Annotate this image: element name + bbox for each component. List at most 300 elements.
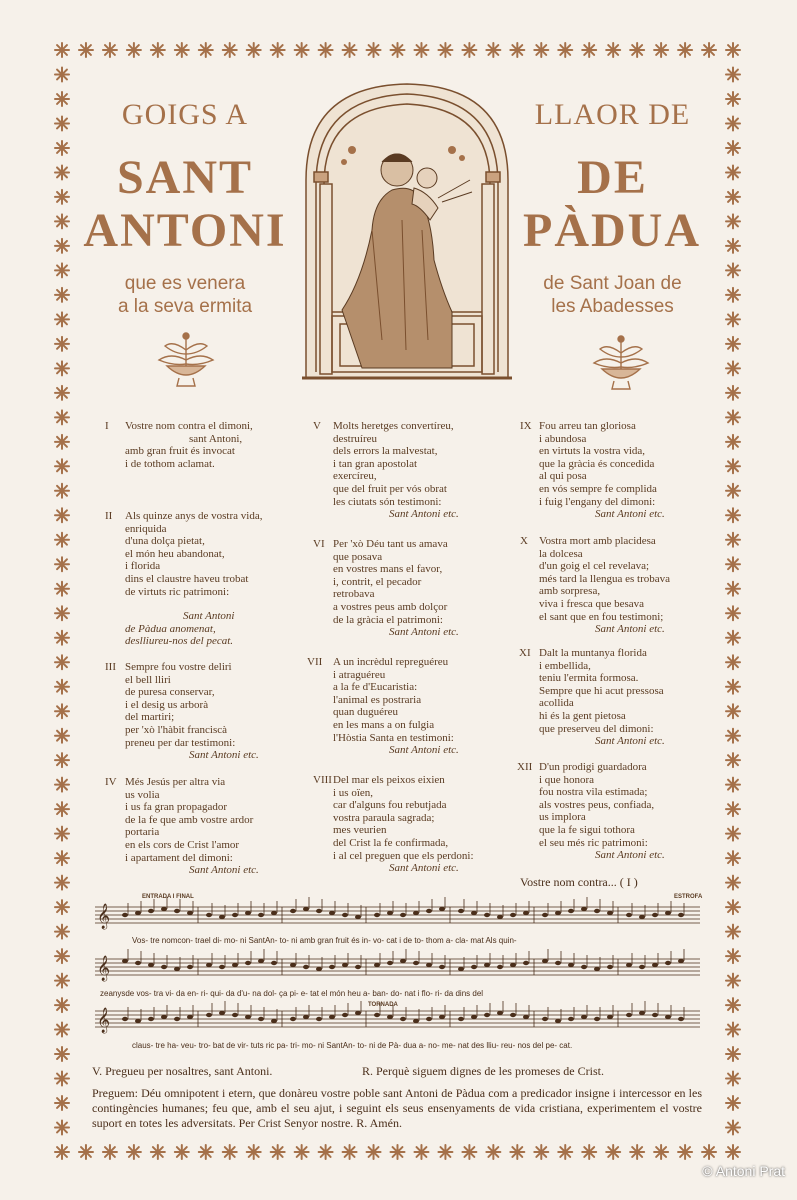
music-note-icon bbox=[471, 965, 477, 969]
asterisk-ornament-icon bbox=[175, 1145, 189, 1159]
asterisk-ornament-icon bbox=[55, 704, 69, 718]
refrain-tail: Sant Antoni etc. bbox=[189, 864, 259, 877]
refrain-tail: Sant Antoni etc. bbox=[595, 849, 665, 862]
music-note-icon bbox=[342, 963, 348, 967]
verse-line: de puresa conservar, bbox=[125, 686, 215, 699]
music-note-icon bbox=[665, 1015, 671, 1019]
asterisk-ornament-icon bbox=[79, 43, 93, 57]
asterisk-ornament-icon bbox=[726, 214, 740, 228]
music-note-icon bbox=[400, 959, 406, 963]
music-note-icon bbox=[568, 909, 574, 913]
verse-line: en els cors de Crist l'amor bbox=[125, 838, 240, 851]
music-note-icon bbox=[219, 1011, 225, 1015]
verse-line: amb gran fruit és invocat bbox=[125, 445, 235, 458]
verse-9 bbox=[520, 420, 665, 521]
music-note-icon bbox=[161, 1015, 167, 1019]
asterisk-ornament-icon bbox=[654, 43, 668, 57]
asterisk-ornament-icon bbox=[510, 43, 524, 57]
music-note-icon bbox=[568, 963, 574, 967]
music-note-icon bbox=[555, 961, 561, 965]
asterisk-ornament-icon bbox=[247, 1145, 261, 1159]
asterisk-ornament-icon bbox=[726, 43, 740, 57]
refrain-tail: Sant Antoni etc. bbox=[389, 508, 459, 521]
heading-goigs-a: GOIGS A bbox=[121, 98, 249, 131]
asterisk-ornament-icon bbox=[726, 631, 740, 645]
asterisk-ornament-icon bbox=[726, 337, 740, 351]
verse-number: VI bbox=[313, 538, 325, 550]
verse-line: Més Jesús per altra via bbox=[125, 776, 226, 788]
asterisk-ornament-icon bbox=[726, 288, 740, 302]
verse-line: que posava bbox=[333, 550, 383, 563]
asterisk-ornament-icon bbox=[55, 43, 69, 57]
asterisk-ornament-icon bbox=[726, 410, 740, 424]
asterisk-ornament-icon bbox=[606, 43, 620, 57]
asterisk-ornament-icon bbox=[343, 1145, 357, 1159]
music-note-icon bbox=[258, 913, 264, 917]
verse-line: el món heu abandonat, bbox=[125, 547, 225, 560]
prayer-text: Preguem: Déu omnipotent i etern, que donàreu vostre poble sant Antoni de Pàdua com a predicador insigne i intercessor en les contingències humanes; feu que, amb el seu ajut, i seguint els seus ensenyaments de vida cristiana, experimentem el vostre suport en totes les adversitats. Per Crist Senyor nostre. R. Amén. bbox=[92, 1086, 702, 1130]
refrain-line: deslliureu-nos del pecat. bbox=[125, 635, 234, 648]
music-note-icon bbox=[232, 913, 238, 917]
verse-line: Vostra mort amb placidesa bbox=[539, 535, 656, 547]
refrain-tail: Sant Antoni etc. bbox=[389, 626, 459, 639]
asterisk-ornament-icon bbox=[55, 1121, 69, 1135]
asterisk-ornament-icon bbox=[151, 1145, 165, 1159]
verse-number: III bbox=[105, 661, 116, 673]
music-note-icon bbox=[148, 909, 154, 913]
asterisk-ornament-icon bbox=[55, 827, 69, 841]
verse-line: la dolcesa bbox=[539, 547, 583, 560]
music-note-icon bbox=[245, 1015, 251, 1019]
verse-line: enriquida bbox=[125, 522, 167, 535]
verse-line: us volia bbox=[125, 788, 160, 801]
music-note-icon bbox=[626, 963, 632, 967]
asterisk-ornament-icon bbox=[462, 1145, 476, 1159]
asterisk-ornament-icon bbox=[726, 557, 740, 571]
asterisk-ornament-icon bbox=[55, 239, 69, 253]
music-note-icon bbox=[374, 963, 380, 967]
asterisk-ornament-icon bbox=[726, 680, 740, 694]
verse-line: que del fruit per vós obrat bbox=[333, 482, 447, 495]
asterisk-ornament-icon bbox=[55, 459, 69, 473]
asterisk-ornament-icon bbox=[55, 67, 69, 81]
music-note-icon bbox=[510, 963, 516, 967]
asterisk-ornament-icon bbox=[343, 43, 357, 57]
asterisk-ornament-icon bbox=[55, 778, 69, 792]
music-lyrics-3: claus- tre ha- veu- tro- bat de vir- tuts ric pa- tri- mo- ni SantAn- to- ni de Pà- dua a- no- me- nat des lliu- reu- nos del pe- cat. bbox=[132, 1041, 573, 1050]
music-note-icon bbox=[206, 913, 212, 917]
music-note-icon bbox=[174, 967, 180, 971]
asterisk-ornament-icon bbox=[726, 239, 740, 253]
asterisk-ornament-icon bbox=[438, 43, 452, 57]
music-note-icon bbox=[594, 967, 600, 971]
verse-1 bbox=[105, 420, 253, 470]
flower-vase-icon bbox=[155, 330, 217, 388]
asterisk-ornament-icon bbox=[55, 631, 69, 645]
heading-llaor-de: LLAOR DE bbox=[534, 98, 691, 131]
asterisk-ornament-icon bbox=[582, 1145, 596, 1159]
asterisk-ornament-icon bbox=[55, 508, 69, 522]
asterisk-ornament-icon bbox=[726, 165, 740, 179]
asterisk-ornament-icon bbox=[55, 410, 69, 424]
heading-padua: PÀDUA bbox=[523, 204, 701, 257]
music-note-icon bbox=[174, 1017, 180, 1021]
asterisk-ornament-icon bbox=[726, 312, 740, 326]
music-note-icon bbox=[652, 963, 658, 967]
verse-line: en virtuts la vostra vida, bbox=[539, 445, 646, 458]
music-note-icon bbox=[387, 961, 393, 965]
asterisk-ornament-icon bbox=[391, 1145, 405, 1159]
asterisk-ornament-icon bbox=[726, 802, 740, 816]
verse-line: i al cel preguen que els perdoni: bbox=[333, 849, 474, 862]
music-note-icon bbox=[607, 965, 613, 969]
refrain-tail: Sant Antoni etc. bbox=[595, 735, 665, 748]
heading-de: DE bbox=[577, 151, 648, 204]
verse-line: Per 'xò Déu tant us amava bbox=[333, 538, 448, 550]
verse-line: al qui posa bbox=[539, 470, 587, 483]
music-note-icon bbox=[678, 959, 684, 963]
music-note-icon bbox=[329, 911, 335, 915]
music-note-icon bbox=[542, 959, 548, 963]
asterisk-ornament-icon bbox=[319, 1145, 333, 1159]
asterisk-ornament-icon bbox=[295, 1145, 309, 1159]
verse-line: A un incrèdul repreguéreu bbox=[333, 656, 449, 668]
music-lyrics-2: zeanysde vos- tra vi- da en- ri- qui- da d'u- na dol- ça pi- e- tat el món heu a- ban- do- nat i flo- ri- da dins del bbox=[100, 989, 484, 998]
music-note-icon bbox=[161, 907, 167, 911]
music-note-icon bbox=[316, 1017, 322, 1021]
verse-line: l'Hòstia Santa en testimoni: bbox=[333, 731, 454, 744]
asterisk-ornament-icon bbox=[726, 704, 740, 718]
verse-line: mes veurien bbox=[333, 824, 387, 837]
music-note-icon bbox=[607, 1015, 613, 1019]
music-staves bbox=[0, 895, 797, 1065]
music-note-icon bbox=[135, 961, 141, 965]
verse-line: dels errors la malvestat, bbox=[333, 445, 438, 458]
verse-line: quan duguéreu bbox=[333, 706, 399, 719]
asterisk-ornament-icon bbox=[55, 851, 69, 865]
verse-8 bbox=[313, 774, 474, 875]
music-note-icon bbox=[510, 913, 516, 917]
music-note-icon bbox=[122, 913, 128, 917]
music-note-icon bbox=[568, 1017, 574, 1021]
asterisk-ornament-icon bbox=[726, 1121, 740, 1135]
verse-line: exercíreu, bbox=[333, 470, 377, 483]
music-note-icon bbox=[542, 1017, 548, 1021]
asterisk-ornament-icon bbox=[55, 312, 69, 326]
asterisk-ornament-icon bbox=[223, 1145, 237, 1159]
music-note-icon bbox=[355, 915, 361, 919]
asterisk-ornament-icon bbox=[726, 851, 740, 865]
music-note-icon bbox=[258, 1017, 264, 1021]
asterisk-ornament-icon bbox=[486, 43, 500, 57]
music-note-icon bbox=[122, 1017, 128, 1021]
music-note-icon bbox=[271, 1019, 277, 1023]
verse-line: acollida bbox=[539, 697, 574, 710]
verse-4 bbox=[105, 776, 259, 877]
music-note-icon bbox=[290, 909, 296, 913]
verse-line: el sant que en fou testimoni; bbox=[539, 610, 664, 623]
music-note-icon bbox=[355, 965, 361, 969]
asterisk-ornament-icon bbox=[55, 386, 69, 400]
subtitle-right-line2: les Abadesses bbox=[551, 296, 674, 317]
music-note-icon bbox=[652, 913, 658, 917]
asterisk-ornament-icon bbox=[726, 1096, 740, 1110]
asterisk-ornament-icon bbox=[55, 435, 69, 449]
music-note-icon bbox=[174, 909, 180, 913]
asterisk-ornament-icon bbox=[247, 43, 261, 57]
music-note-icon bbox=[652, 1013, 658, 1017]
asterisk-ornament-icon bbox=[55, 680, 69, 694]
asterisk-ornament-icon bbox=[726, 778, 740, 792]
asterisk-ornament-icon bbox=[726, 533, 740, 547]
music-note-icon bbox=[626, 1013, 632, 1017]
music-note-icon bbox=[232, 963, 238, 967]
verse-line: que la gràcia és concedida bbox=[539, 457, 655, 470]
verse-2 bbox=[105, 510, 263, 648]
verse-line: que la fe sigui tothora bbox=[539, 823, 635, 836]
verse-12 bbox=[517, 761, 665, 862]
asterisk-ornament-icon bbox=[678, 43, 692, 57]
music-note-icon bbox=[187, 911, 193, 915]
music-note-icon bbox=[439, 965, 445, 969]
asterisk-ornament-icon bbox=[367, 1145, 381, 1159]
verse-line: del martiri; bbox=[125, 711, 175, 724]
verse-line: i tan gran apostolat bbox=[333, 457, 418, 470]
asterisk-ornament-icon bbox=[726, 753, 740, 767]
music-note-icon bbox=[639, 1011, 645, 1015]
music-note-icon bbox=[581, 907, 587, 911]
music-note-icon bbox=[413, 911, 419, 915]
asterisk-ornament-icon bbox=[55, 1096, 69, 1110]
verse-number: IX bbox=[520, 420, 532, 432]
verse-10 bbox=[520, 535, 671, 636]
verse-line: Vostre nom contra el dimoni, bbox=[125, 420, 253, 432]
subtitle-left-line2: a la seva ermita bbox=[117, 296, 253, 317]
music-note-icon bbox=[329, 965, 335, 969]
asterisk-ornament-icon bbox=[726, 582, 740, 596]
asterisk-ornament-icon bbox=[271, 1145, 285, 1159]
treble-clef-icon: 𝄞 bbox=[97, 904, 111, 929]
asterisk-ornament-icon bbox=[55, 263, 69, 277]
asterisk-ornament-icon bbox=[103, 43, 117, 57]
verse-line: hi és la gent pietosa bbox=[539, 709, 626, 722]
treble-clef-icon: 𝄞 bbox=[97, 956, 111, 981]
verse-line: i embellida, bbox=[539, 659, 591, 672]
asterisk-ornament-icon bbox=[55, 1145, 69, 1159]
asterisk-ornament-icon bbox=[55, 557, 69, 571]
asterisk-ornament-icon bbox=[79, 1145, 93, 1159]
music-note-icon bbox=[206, 963, 212, 967]
asterisk-ornament-icon bbox=[510, 1145, 524, 1159]
music-note-icon bbox=[523, 961, 529, 965]
asterisk-ornament-icon bbox=[55, 337, 69, 351]
music-note-icon bbox=[219, 965, 225, 969]
verse-line: en vós sempre fe complida bbox=[539, 482, 657, 495]
asterisk-ornament-icon bbox=[606, 1145, 620, 1159]
response: R. Perquè siguem dignes de les promeses de Crist. bbox=[362, 1064, 604, 1078]
asterisk-ornament-icon bbox=[55, 729, 69, 743]
verse-line: i, contrit, el pecador bbox=[333, 575, 422, 588]
subtitle-left bbox=[95, 272, 275, 318]
music-note-icon bbox=[439, 1015, 445, 1019]
music-note-icon bbox=[542, 913, 548, 917]
verse-line: per 'xò l'hàbit franciscà bbox=[125, 723, 228, 736]
asterisk-ornament-icon bbox=[726, 67, 740, 81]
music-label-estrofa: ESTROFA bbox=[674, 894, 703, 900]
music-note-icon bbox=[484, 1013, 490, 1017]
closing-line: Vostre nom contra... ( I ) bbox=[520, 875, 638, 889]
subtitle-right bbox=[520, 272, 705, 318]
music-note-icon bbox=[342, 1013, 348, 1017]
refrain-line: de Pàdua anomenat, bbox=[125, 622, 216, 635]
verse-line: i atraguéreu bbox=[333, 668, 386, 681]
asterisk-ornament-icon bbox=[127, 43, 141, 57]
music-note-icon bbox=[594, 1017, 600, 1021]
music-note-icon bbox=[471, 911, 477, 915]
music-note-icon bbox=[426, 909, 432, 913]
asterisk-ornament-icon bbox=[319, 43, 333, 57]
verse-line: dins el claustre haveu trobat bbox=[125, 572, 249, 585]
asterisk-ornament-icon bbox=[726, 92, 740, 106]
asterisk-ornament-icon bbox=[702, 1145, 716, 1159]
asterisk-ornament-icon bbox=[55, 582, 69, 596]
subtitle-left-line1: que es venera bbox=[124, 273, 246, 294]
verse-number: VII bbox=[307, 656, 323, 668]
verse-line: el seu més ric patrimoni: bbox=[539, 836, 648, 849]
verse-line: i apartament del dimoni: bbox=[125, 851, 233, 864]
music-note-icon bbox=[458, 909, 464, 913]
verse-line: a vostres peus amb dolçor bbox=[333, 600, 448, 613]
verse-line: del Crist la fe confirmada, bbox=[333, 836, 449, 849]
asterisk-ornament-icon bbox=[55, 484, 69, 498]
verse-number: XII bbox=[517, 761, 533, 773]
flower-vase-icon bbox=[590, 333, 652, 391]
music-note-icon bbox=[510, 1013, 516, 1017]
music-note-icon bbox=[678, 1017, 684, 1021]
verse-line: d'una dolça pietat, bbox=[125, 535, 205, 548]
music-note-icon bbox=[607, 911, 613, 915]
music-note-icon bbox=[316, 967, 322, 971]
music-note-icon bbox=[245, 911, 251, 915]
verse-line: Als quinze anys de vostra vida, bbox=[125, 510, 263, 522]
verse-line: amb sorpresa, bbox=[539, 585, 601, 598]
asterisk-ornament-icon bbox=[55, 116, 69, 130]
asterisk-ornament-icon bbox=[726, 190, 740, 204]
verse-line: sant Antoni, bbox=[189, 432, 243, 445]
verse-6 bbox=[313, 538, 459, 639]
asterisk-ornament-icon bbox=[438, 1145, 452, 1159]
music-note-icon bbox=[413, 1019, 419, 1023]
music-note-icon bbox=[439, 907, 445, 911]
heading-sant: SANT bbox=[116, 151, 254, 204]
verse-line: a la fe d'Eucaristia: bbox=[333, 681, 418, 694]
asterisk-ornament-icon bbox=[55, 1072, 69, 1086]
asterisk-ornament-icon bbox=[55, 141, 69, 155]
verse-line: us implora bbox=[539, 811, 586, 824]
music-note-icon bbox=[271, 911, 277, 915]
asterisk-ornament-icon bbox=[55, 288, 69, 302]
asterisk-ornament-icon bbox=[726, 386, 740, 400]
verse-3 bbox=[105, 661, 259, 762]
music-note-icon bbox=[594, 909, 600, 913]
verse-5 bbox=[313, 420, 459, 521]
music-note-icon bbox=[665, 911, 671, 915]
asterisk-ornament-icon bbox=[414, 43, 428, 57]
music-note-icon bbox=[148, 1017, 154, 1021]
music-note-icon bbox=[484, 963, 490, 967]
verse-number: II bbox=[105, 510, 113, 522]
saint-antony-engraving-icon bbox=[302, 80, 512, 382]
music-note-icon bbox=[458, 1017, 464, 1021]
verse-line: portaria bbox=[125, 826, 160, 839]
music-note-icon bbox=[665, 961, 671, 965]
verse-line: teniu l'ermita formosa. bbox=[539, 672, 639, 685]
music-note-icon bbox=[458, 967, 464, 971]
refrain-tail: Sant Antoni etc. bbox=[389, 744, 459, 757]
verse-line: i fuig l'engany del dimoni: bbox=[539, 495, 656, 508]
music-note-icon bbox=[484, 913, 490, 917]
verse-number: I bbox=[105, 420, 109, 432]
verse-line: de la gràcia el patrimoni: bbox=[333, 613, 443, 626]
asterisk-ornament-icon bbox=[271, 43, 285, 57]
verse-number: IV bbox=[105, 776, 117, 788]
verse-line: Del mar els peixos eixien bbox=[333, 774, 445, 786]
asterisk-ornament-icon bbox=[103, 1145, 117, 1159]
asterisk-ornament-icon bbox=[630, 43, 644, 57]
music-note-icon bbox=[523, 1015, 529, 1019]
music-note-icon bbox=[219, 915, 225, 919]
music-note-icon bbox=[639, 915, 645, 919]
music-note-icon bbox=[206, 1013, 212, 1017]
verse-number: XI bbox=[519, 647, 531, 659]
asterisk-ornament-icon bbox=[55, 802, 69, 816]
music-note-icon bbox=[400, 913, 406, 917]
verse-line: i us fa gran propagador bbox=[125, 801, 228, 814]
verse-line: i us oïen, bbox=[333, 786, 374, 799]
verse-line: destruíreu bbox=[333, 432, 377, 445]
music-note-icon bbox=[555, 911, 561, 915]
verse-line: i florida bbox=[125, 560, 161, 573]
asterisk-ornament-icon bbox=[654, 1145, 668, 1159]
asterisk-ornament-icon bbox=[55, 606, 69, 620]
asterisk-ornament-icon bbox=[127, 1145, 141, 1159]
music-note-icon bbox=[471, 1015, 477, 1019]
music-note-icon bbox=[497, 1011, 503, 1015]
music-note-icon bbox=[426, 1017, 432, 1021]
refrain-line: Sant Antoni bbox=[183, 610, 235, 623]
asterisk-ornament-icon bbox=[55, 361, 69, 375]
subtitle-right-line1: de Sant Joan de bbox=[543, 273, 682, 294]
music-note-icon bbox=[316, 909, 322, 913]
music-note-icon bbox=[374, 913, 380, 917]
music-note-icon bbox=[639, 965, 645, 969]
versicle: V. Pregueu per nosaltres, sant Antoni. bbox=[92, 1064, 273, 1078]
music-note-icon bbox=[232, 1013, 238, 1017]
music-note-icon bbox=[387, 1015, 393, 1019]
music-note-icon bbox=[342, 913, 348, 917]
music-note-icon bbox=[400, 1017, 406, 1021]
music-note-icon bbox=[303, 1015, 309, 1019]
music-note-icon bbox=[258, 959, 264, 963]
verse-11 bbox=[519, 647, 665, 748]
refrain-tail: Sant Antoni etc. bbox=[189, 749, 259, 762]
music-note-icon bbox=[187, 1015, 193, 1019]
verse-number: VIII bbox=[313, 774, 332, 786]
asterisk-ornament-icon bbox=[55, 165, 69, 179]
music-label-entrada: ENTRADA I FINAL bbox=[142, 894, 194, 900]
asterisk-ornament-icon bbox=[678, 1145, 692, 1159]
asterisk-ornament-icon bbox=[175, 43, 189, 57]
